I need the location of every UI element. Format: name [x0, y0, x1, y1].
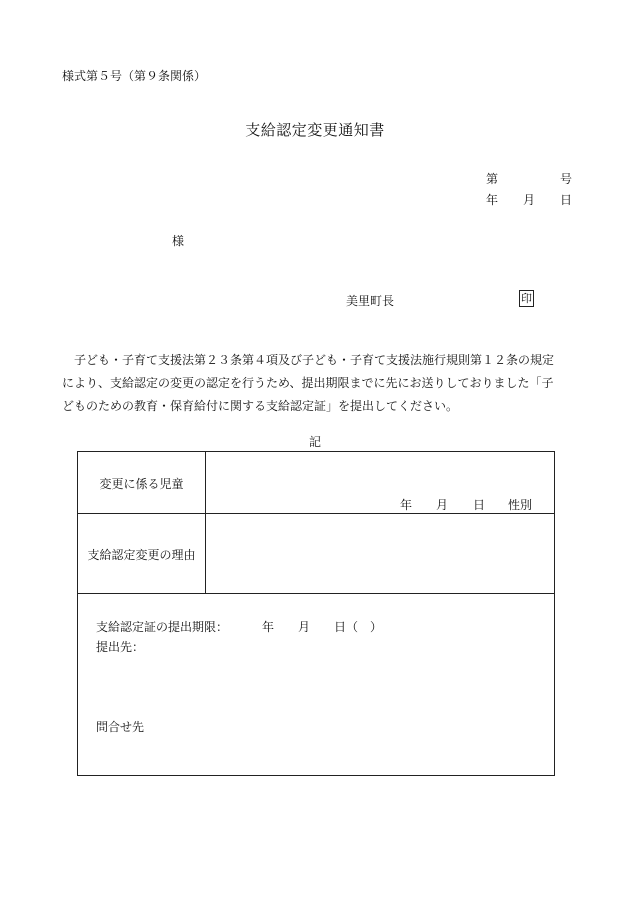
- deadline-month: 月: [298, 620, 311, 634]
- table-divider: [78, 593, 554, 594]
- deadline-year: 年: [262, 620, 275, 634]
- submit-to-label: 提出先：: [96, 640, 145, 654]
- contact-label: 問合せ先: [96, 720, 145, 734]
- child-label: 変更に係る児童: [99, 477, 184, 491]
- document-title: 支給認定変更通知書: [245, 121, 385, 139]
- deadline-label: 支給認定証の提出期限：: [96, 620, 229, 634]
- ki-heading: 記: [308, 435, 321, 449]
- date-year: 年: [486, 193, 499, 207]
- body-line: どものための教育・保育給付に関する支給認定証」を提出してください。: [62, 399, 459, 413]
- deadline-day: 日（ ）: [334, 620, 383, 634]
- child-gender: 性別: [508, 498, 533, 512]
- body-line: 子ども・子育て支援法第２３条第４項及び子ども・子育て支援法施行規則第１２条の規定: [74, 353, 555, 367]
- child-birth-month: 月: [436, 498, 449, 512]
- table-divider: [78, 513, 554, 514]
- addressee-suffix: 様: [172, 234, 185, 248]
- body-text: [62, 349, 584, 418]
- details-table: [77, 451, 555, 776]
- child-birth-year: 年: [400, 498, 413, 512]
- form-number: 様式第５号（第９条関係）: [62, 69, 207, 83]
- seal-stamp: 印: [521, 292, 532, 305]
- child-birth-day: 日: [473, 498, 486, 512]
- doc-number-prefix: 第: [486, 172, 499, 186]
- table-column-divider: [205, 452, 206, 593]
- reason-label: 支給認定変更の理由: [87, 548, 196, 562]
- body-line: により、支給認定の変更の認定を行うため、提出期限までに先にお送りしておりました「子: [62, 376, 554, 390]
- doc-number-suffix: 号: [560, 172, 573, 186]
- issuer: 美里町長: [346, 294, 395, 308]
- date-month: 月: [523, 193, 536, 207]
- date-day: 日: [560, 193, 573, 207]
